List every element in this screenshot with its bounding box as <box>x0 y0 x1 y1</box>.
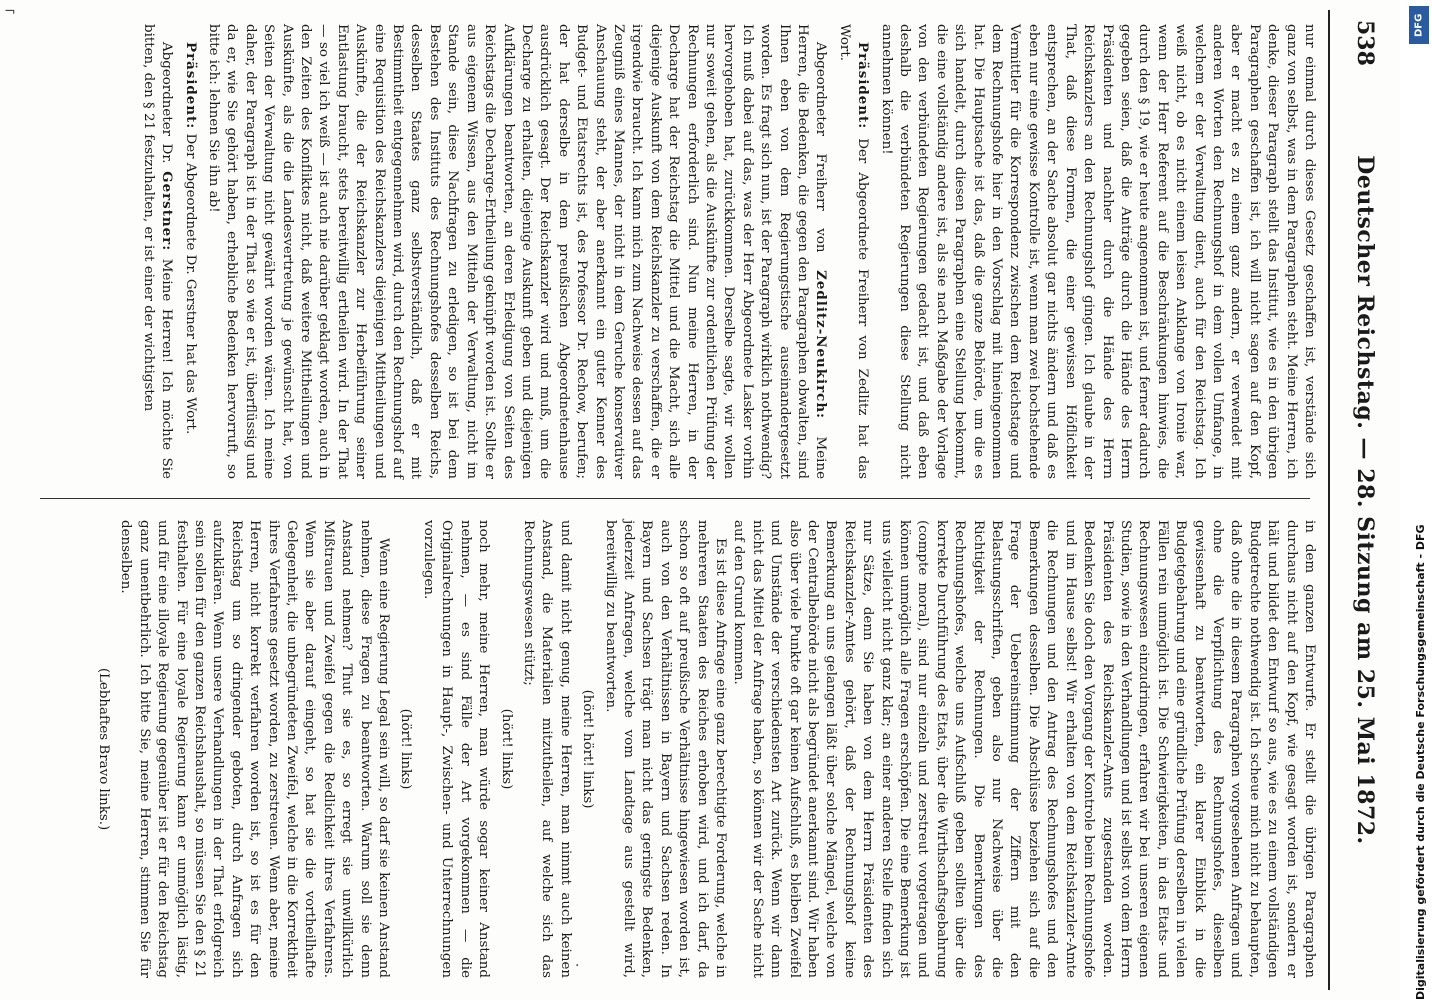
speaker-name: Zedlitz-Neukirch: <box>813 270 830 420</box>
right-column <box>36 520 1318 978</box>
page-number: 538 <box>1352 20 1378 66</box>
speech-lead: Abgeordneter Dr. <box>159 42 175 164</box>
speech <box>138 24 176 479</box>
page-header <box>1332 0 1392 1000</box>
speaker-name: Präsident: <box>182 42 199 130</box>
dfg-badge: DFG <box>1409 6 1429 44</box>
paragraph: in dem ganzen Entwurfe. Er stellt die übrigen Paragraphen durchaus nicht auf den Kopf, wie gesagt worden ist, sondern er hält und bildet den Entwurf so aus, wie es zu einem vollständigen Budgetrechte nothwendig ist. Ich scheue mich nicht zu behaupten, daß ohne die in diesem Paragraphen vorgesehenen Anfragen und ohne die Verpflichtung des Rechnungshofes, dieselben gewissenhaft zu beantworten, ein klarer Einblick in die Budgetgebahrung und eine gründliche Prüfung derselben in vielen Fällen rein unmöglich ist. Die Schwierigkeiten, in das Etats- und Rechnungswesen einzudringen, erfahren wir bei unseren eigenen Studien, sowie in den Verhandlungen und ist selbst von dem Herrn Präsidenten des Reichskanzler-Amts zugestanden worden. Bedenken Sie doch den Vorgang der Kontrole beim Rechnungshofe und im Hause selbst! Wir erhalten von dem Reichskanzler-Amte die Rechnungen und den Antrag des Rechnungshofes und den Bemerkungen desselben. Die Abschlüsse beziehen sich auf die Frage der Uebereinstimmung der Ziffern mit den Belastungsschriften, geben also nur Nachweise über die Richtigkeit der Rechnungen. Die Bemerkungen des Rechnungshofes, welche uns Aufschluß geben sollten über die korrekte Durchführung des Etats, über die Wirthschaftsgebahrung (compte moral), sind nur einzeln und zerstreut vorgetragen und können unmöglich alle Fragen erschöpfen. Die eine Bemerkung ist uns vielleicht nicht ganz klar; an einer anderen Stelle finden sich nur Sätze, denn Sie haben von dem Herrn Präsidenten des Reichskanzler-Amtes gehört, daß der Rechnungshof keine Bemerkung an uns gelangen läßt über solche Mängel, welche von der Centralbehörde nicht als begründet anerkannt sind. Wir haben also über viele Punkte oft gar keinen Aufschluß, es bleiben Zweifel und Umstände der verschiedensten Art zurück. Wenn wir dann nicht das Mittel der Anfrage haben, so können wir der Sache nicht auf den Grund kommen. <box>731 520 1317 978</box>
paragraph: Wenn eine Regierung Legal sein will, so darf sie keinen Anstand nehmen, diese Fragen zu beantworten. Warum soll sie denn Anstand nehmen? Thut sie es, so erregt sie unwillkürlich Mißtrauen und Zweifel gegen die Redlichkeit ihres Verfahrens. Wenn sie aber darauf eingeht, so hat sie die vortheilhafte Gelegenheit, die unbegründeten Zweifel, welche in die Korrektheit ihres Verfahrens gesetzt worden, zu zerstreuen. Wenn aber, meine Herren, nicht korrekt verfahren worden ist, so ist es für den Reichstag um so dringender geboten, durch Anfragen sich aufzuklären. Wenn unsere Verhandlungen in der That erfolgreich sein sollen für den ganzen Reichshaushalt, so müssen Sie den § 21 festhalten. Für eine loyale Regierung kann er unmöglich lästig, und für eine illoyale Regierung gegenüber ist er für den Reichstag ganz unentbehrlich. Ich bitte Sie, meine Herren, stimmen Sie für denselben. <box>118 520 392 978</box>
header-rule <box>1328 10 1330 990</box>
interjection: (hört! links) <box>498 708 514 790</box>
interjection: (Lebhaftes Bravo links.) <box>96 667 111 831</box>
interjection: (hört! links) <box>398 708 414 790</box>
scan-mark: ¬ <box>4 4 16 20</box>
interjection: (hört! hört! links) <box>580 689 596 809</box>
speech-text: Der Abgeordnete Freiherr von Zedlitz hat das Wort. <box>836 24 871 479</box>
column-divider <box>40 498 1310 499</box>
speech-lead: Abgeordneter Freiherr von <box>813 42 829 253</box>
paragraph: und damit nicht genug, meine Herren, man nimmt auch keinen Anstand, die Materialien mitzutheilen, auf welche sich das Rechnungswesen stützt; <box>520 520 573 978</box>
speech-text: Meine Herren, die Bedenken, die gegen den Paragraphen obwalten, sind Ihnen eben von dem Regierungstische auseinandergesetzt worden. Es fragt sich nun, ist der Paragraph wirklich nothwendig? Ich muß dabei auf das, was der Herr Abgeordnete Lasker vorhin hervorgehoben hat, zurückkommen. Derselbe sagte, wir wollen nur soweit gehen, als die Auskünfte zur ordentlichen Prüfung der Rechnungen erforderlich sind. Nun meine Herren, in der Decharge hat der Reichstag die Mittel und die Macht, sich alle diejenige Auskunft von dem Reichskanzler zu verschaffen, die er irgendwie braucht. Ich kann mich zum Nachweise dessen auf das Zeugniß eines Mannes, der nicht in dem Geruche konservativer Anschauung steht, der aber anerkannt ein guter Kenner des Budget- und Etatsrechts ist, des Professor Dr. Rechow, berufen; der hat derselbe in dem preußischen Abgeordnetenhause ausdrücklich gesagt. Der Reichskanzler wird und muß, um die Decharge zu erhalten, diejenige Auskunft geben und diejenigen Aufklärungen beantworten, an deren Erledigung von Seiten des Reichstags die Decharge-Ertheilung geknüpft worden ist. Sollte er aus eigenem Wissen, aus den Mitteln der Verwaltung, nicht im Stande sein, diese Nachfragen zu erledigen, so ist bei dem Bestehen des Instituts des Rechnungshofes desselben Reichs, desselben Staates ganz selbstverständlich, daß er mit Bestimmtheit entgegennehmen wird, durch den Rechnungshof auf eine Requisition des Reichskanzlers diejenigen Mittheilungen und Auskünfte, die der Reichskanzler zur Herbeiführung seiner Entlastung braucht, stets bereitwillig ertheilen wird. In der That — so viel ich weiß — ist auch nie darüber geklagt worden, auch in den Zeiten des Konfliktes nicht, daß weitere Mittheilungen und Auskünfte, als die die Landesvertretung je gewünscht hat, von Seiten der Verwaltung nicht gewährt worden wären. Ich meine daher, der Paragraph ist in der That so wie er ist, überflüssig und da er, wie Sie gehört haben, erhebliche Bedenken hervorruft, so bitte ich: lehnen Sie ihn ab! <box>206 24 829 479</box>
paragraph: noch mehr, meine Herren, man würde sogar keiner Anstand nehmen, — es sind Fälle der Art vorgekommen — die Originalrechnungen in Haupt-, Zwischen- und Unterrechnungen vorzulegen. <box>420 520 492 978</box>
speech-intro <box>180 24 199 479</box>
paragraph: nur einmal durch dieses Gesetz geschaffen ist, verstände sich ganz von selbst, was in dem Paragraphen steht. Meine Herren, ich denke, dieser Paragraph stellt das Institut, wie es in den übrigen Paragraphen geschaffen ist, ich will nicht sagen auf den Kopf, aber er macht es zu einem ganz andern, er verwendet mit anderen Worten den Rechnungshof in dem vollen Umfange, in welchem er der Verwaltung dient, auch für den Reichstag. Ich weiß nicht, ob es nicht einem leisen Anklange von Ironie war, wenn der Herr Referent auf die Beschränkungen hinwies, die durch den § 19, wie er heute angenommen ist, und ferner dadurch gegeben seien, daß die Anträge durch die Hände des Herrn Präsidenten und nachher durch die Hände des Herrn Reichskanzlers an den Rechnungshof gingen. Ich glaube in der That, daß diese Formen, die einer gewissen Höflichkeit entsprechen, an der Sache absolut gar nichts ändern und daß es eben nur eine gewisse Kontrolle ist, wenn man zwei hochstehende Vermittler für die Korrespondenz zwischen dem Reichstage und dem Rechnungshofe hier in den Vorschlag mit hineingenommen hat. Die Hauptsache ist das, daß die ganze Behörde, um die es sich handelt, durch diesen Paragraphen eine Stellung bekommt, die eine vollständig andere ist, als sie nach Maßgabe der Vorlage von den verbündeten Regierungen gedacht ist, und daß eben deshalb die verbündeten Regierungen diese Stellung nicht annehmen können! <box>878 24 1317 479</box>
left-column <box>36 24 1318 479</box>
speech-intro <box>834 24 872 479</box>
page-title: Deutscher Reichstag. — 28. Sitzung am 25. Mai 1872. <box>1352 155 1378 845</box>
paragraph: Es ist diese Anfrage eine ganz berechtigte Forderung, welche in mehreren Staaten des Reiches erhoben wird, und ich darf, da schon so oft auf preußische Verhältnisse hingewiesen worden ist, auch von den Verhältnissen in Bayern und Sachsen reden. In Bayern und Sachsen trägt man nicht das geringste Bedenken, jederzeit Anfragen, welche vom Landtage aus gestellt wird, bereitwillig zu beantworten. <box>602 520 728 978</box>
speech <box>204 24 831 479</box>
speech-text: Meine Herren! Ich möchte Sie bitten, den § 21 festzuhalten, er ist einer der wichtigsten <box>140 24 175 479</box>
speech-text: Der Abgeordnete Dr. Gerstner hat das Wort. <box>182 133 198 435</box>
scan-mark: · <box>575 958 580 974</box>
speaker-name: Präsident: <box>855 42 872 130</box>
speaker-name: Gerstner: <box>159 171 176 252</box>
funding-note: Digitalisierung gefördert durch die Deutsche Forschungsgemeinschaft - DFG <box>1414 524 1427 1000</box>
